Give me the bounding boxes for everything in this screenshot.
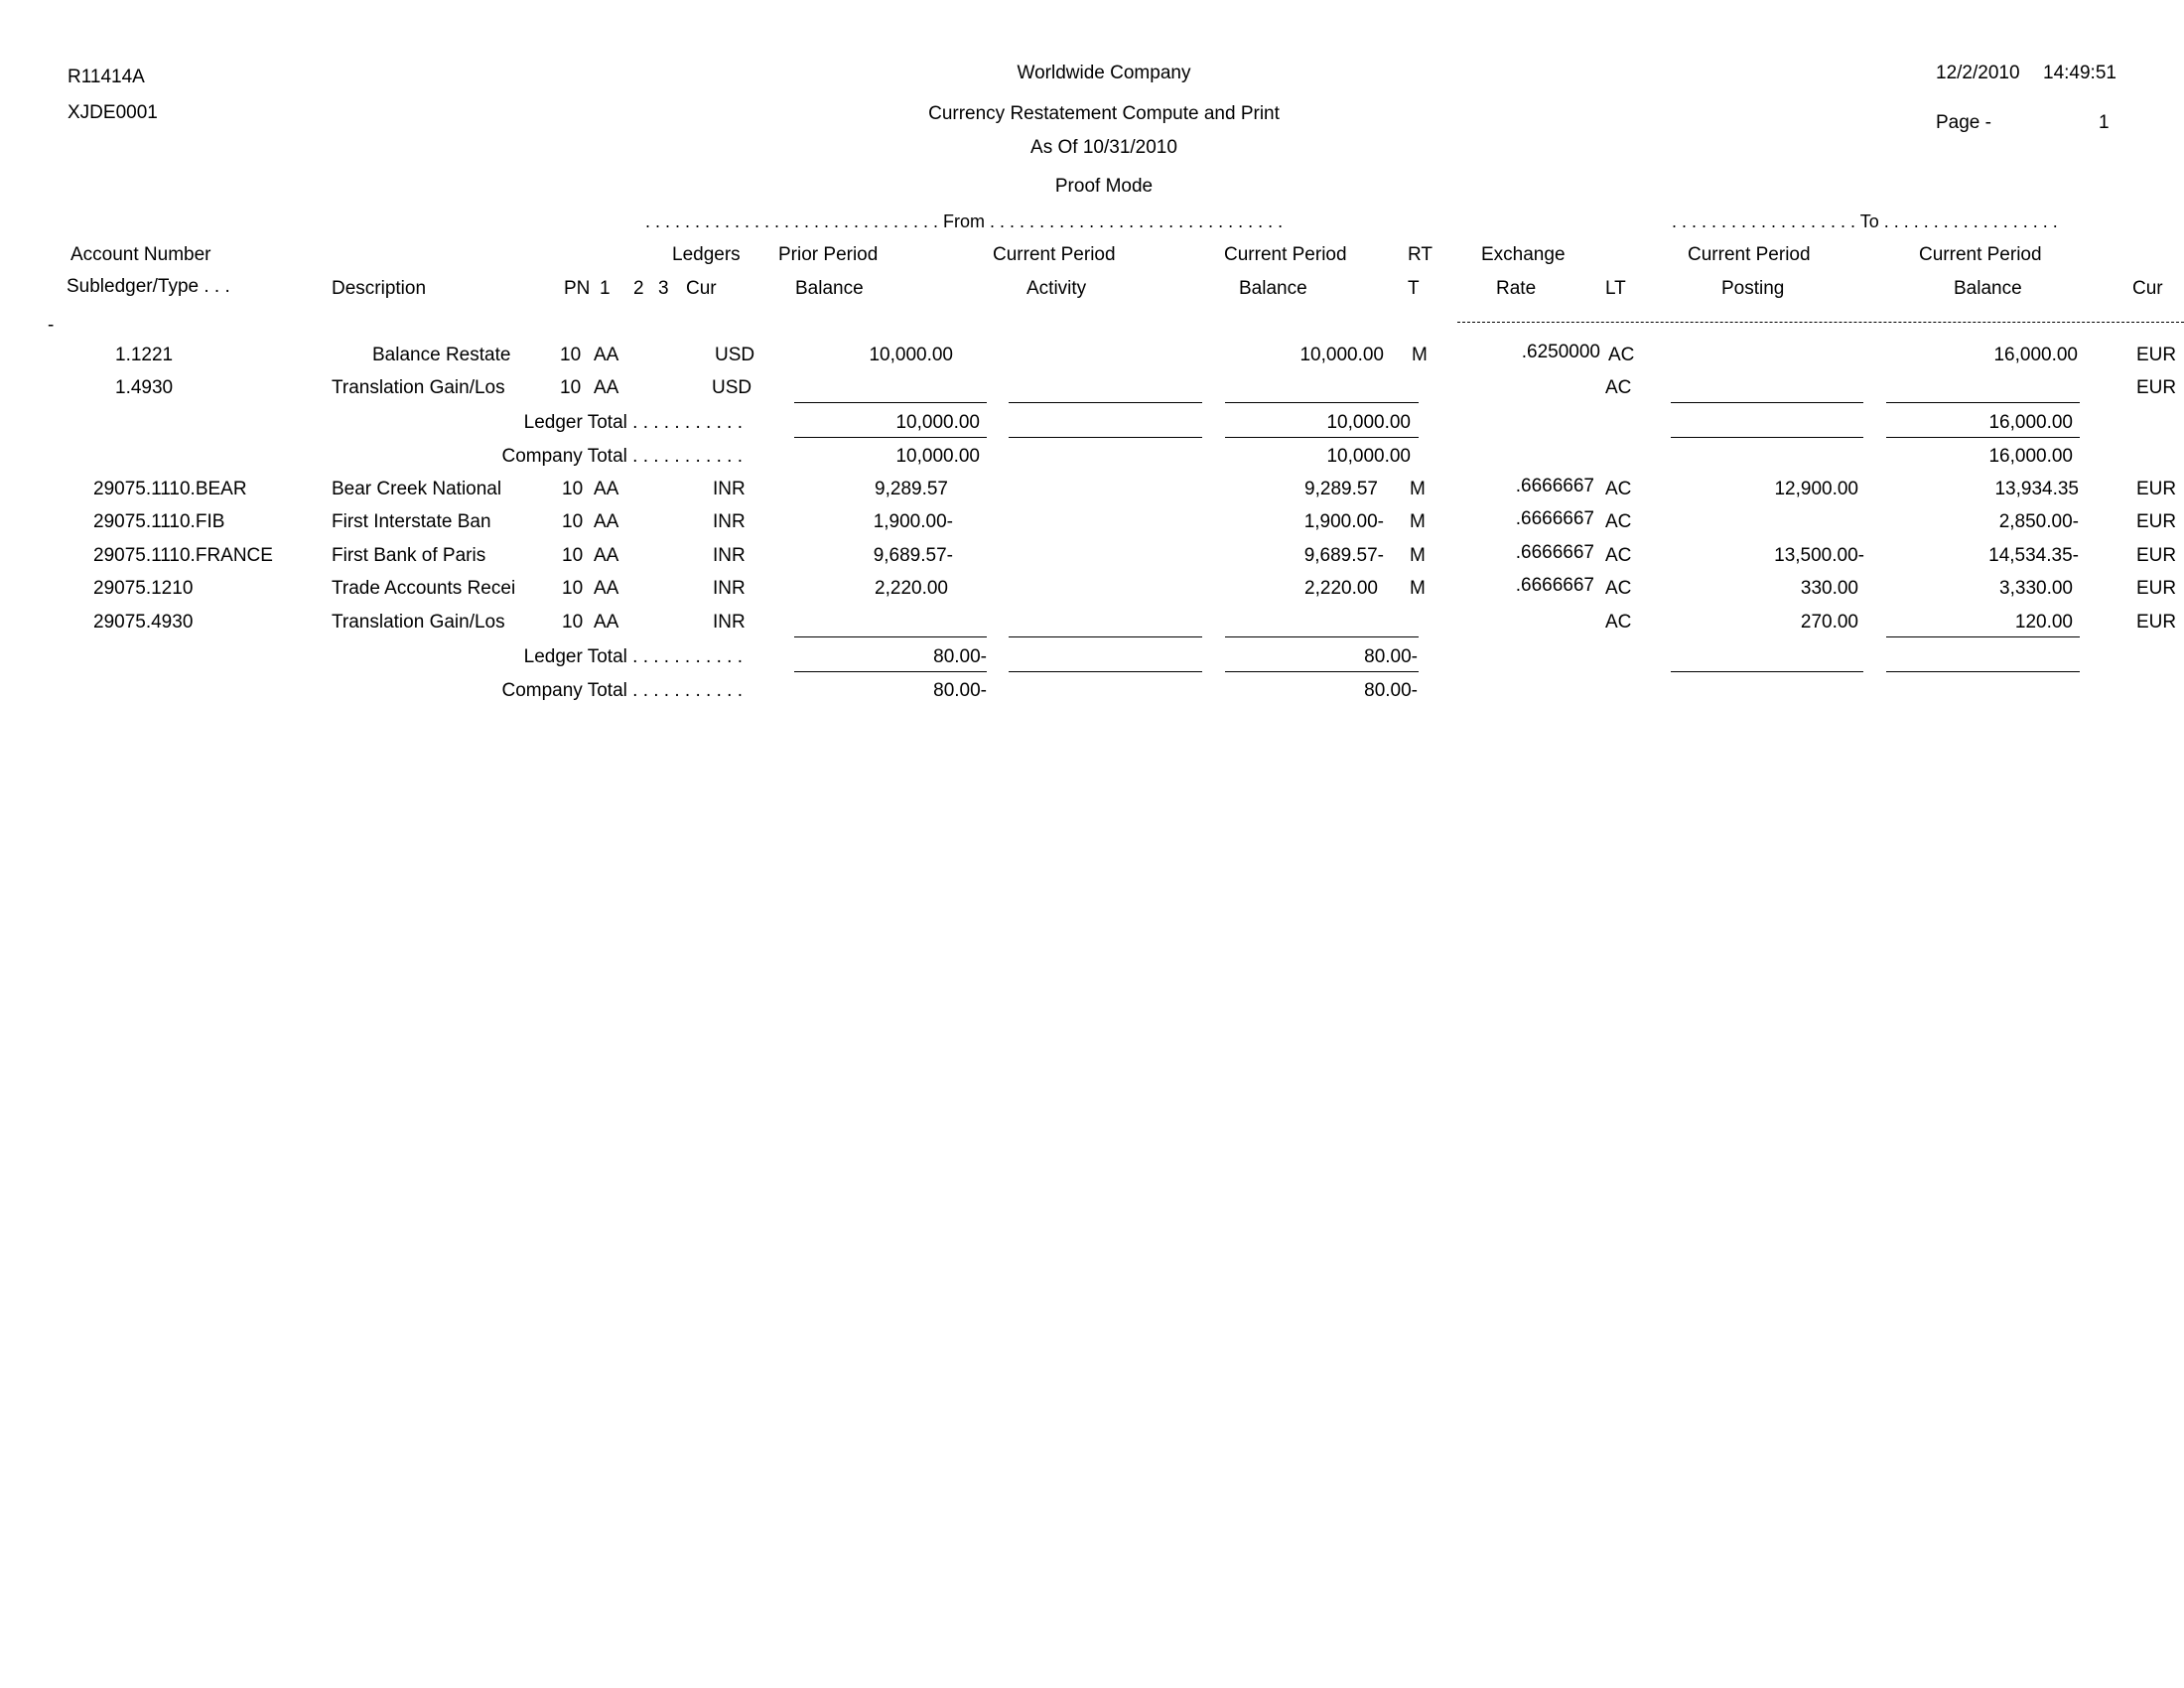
total-rule: [794, 437, 987, 438]
to-band: . . . . . . . . . . . . . . . . . . . To . . . . . . . . . . . . . . . . . .: [1672, 211, 2058, 231]
report-id: R11414A: [68, 67, 145, 87]
total-rule: [1671, 671, 1863, 672]
posting-amount: 12,900.00: [1774, 479, 1858, 499]
col-account-number: Account Number: [70, 244, 211, 265]
subtotal-rule: [794, 636, 987, 637]
account-description: Translation Gain/Los: [332, 377, 505, 398]
account-number: 1.1221: [115, 345, 174, 365]
exchange-rate: .6666667: [1515, 508, 1594, 529]
from-currency: USD: [715, 345, 755, 365]
col-current-period-balance: Current Period: [1224, 244, 1347, 265]
total-current-balance: 10,000.00: [1326, 446, 1411, 467]
col-to-current-period-posting: Current Period: [1688, 244, 1811, 265]
col-ledgers: Ledgers: [672, 244, 741, 265]
prior-balance: 2,220.00: [875, 578, 948, 599]
total-rule: [1225, 671, 1419, 672]
exchange-rate: .6250000: [1521, 342, 1600, 362]
ledger-type-to: AC: [1605, 511, 1632, 532]
pn-value: 10: [562, 511, 584, 532]
col-description: Description: [332, 278, 427, 299]
to-balance: 13,934.35: [1994, 479, 2079, 499]
col-current-period-activity: Current Period: [993, 244, 1116, 265]
subtotal-rule: [1225, 636, 1419, 637]
current-balance: 2,220.00: [1304, 578, 1378, 599]
ledger-type-to: AC: [1605, 377, 1632, 398]
from-currency: INR: [713, 479, 746, 499]
ledger-type-to: AC: [1605, 612, 1632, 633]
total-rule: [1886, 437, 2080, 438]
total-rule: [794, 671, 987, 672]
posting-amount: 13,500.00-: [1774, 545, 1864, 566]
from-currency: INR: [713, 545, 746, 566]
prior-balance: 9,689.57-: [873, 545, 953, 566]
account-number: 1.4930: [115, 377, 174, 398]
total-to-balance: 16,000.00: [1988, 412, 2073, 433]
total-prior-balance: 10,000.00: [895, 412, 980, 433]
account-description: First Interstate Ban: [332, 511, 491, 532]
dashed-rule: [1457, 322, 2184, 323]
account-number: 29075.4930: [93, 612, 194, 633]
account-number: 29075.1110.FIB: [93, 511, 225, 532]
ledger-type: AA: [594, 479, 619, 499]
page-label: Page -: [1936, 112, 1991, 133]
to-currency: EUR: [2136, 479, 2177, 499]
account-description: Balance Restate: [372, 345, 511, 365]
to-balance: 2,850.00-: [1998, 511, 2079, 532]
total-label: Company Total . . . . . . . . . . .: [501, 680, 743, 701]
to-balance: 120.00: [2014, 612, 2073, 633]
exchange-rate: .6666667: [1515, 476, 1594, 496]
pn-value: 10: [562, 545, 584, 566]
ledger-type-to: AC: [1605, 578, 1632, 599]
ledger-type-to: AC: [1608, 345, 1635, 365]
rate-type: M: [1410, 578, 1426, 599]
report-time: 14:49:51: [2043, 63, 2116, 83]
account-number: 29075.1110.FRANCE: [93, 545, 273, 566]
col-ledger-2: 2: [633, 278, 644, 299]
from-currency: INR: [713, 578, 746, 599]
to-balance: 3,330.00: [1999, 578, 2073, 599]
current-balance: 9,689.57-: [1303, 545, 1384, 566]
posting-amount: 270.00: [1800, 612, 1858, 633]
pn-value: 10: [562, 612, 584, 633]
col-rt: RT: [1408, 244, 1433, 265]
total-current-balance: 80.00-: [1364, 646, 1418, 667]
col-cur: Cur: [686, 278, 717, 299]
report-title: Currency Restatement Compute and Print: [928, 103, 1280, 124]
from-currency: INR: [713, 511, 746, 532]
exchange-rate: .6666667: [1515, 542, 1594, 563]
total-prior-balance: 10,000.00: [895, 446, 980, 467]
subtotal-rule: [1009, 636, 1202, 637]
col-ledger-3: 3: [658, 278, 669, 299]
ledger-type-to: AC: [1605, 479, 1632, 499]
ledger-type: AA: [594, 511, 619, 532]
exchange-rate: .6666667: [1515, 575, 1594, 596]
subtotal-rule: [1225, 402, 1419, 403]
ledger-type: AA: [594, 377, 619, 398]
col-to-balance: Balance: [1954, 278, 2022, 299]
account-description: Trade Accounts Recei: [332, 578, 516, 599]
current-balance: 1,900.00-: [1303, 511, 1384, 532]
account-number: 29075.1110.BEAR: [93, 479, 247, 499]
to-currency: EUR: [2136, 578, 2177, 599]
ledger-type: AA: [594, 612, 619, 633]
pn-value: 10: [560, 345, 582, 365]
subtotal-rule: [1671, 402, 1863, 403]
from-band: . . . . . . . . . . . . . . . . . . . . . . . . . . . . . . From . . . . . . . . . . . . . . . . . . . . . . . . . . . . . .: [645, 211, 1284, 231]
account-description: First Bank of Paris: [332, 545, 486, 566]
pn-value: 10: [560, 377, 582, 398]
total-to-balance: 16,000.00: [1988, 446, 2073, 467]
page-number: 1: [2099, 112, 2110, 133]
col-prior-balance: Balance: [795, 278, 864, 299]
current-balance: 10,000.00: [1299, 345, 1384, 365]
to-currency: EUR: [2136, 511, 2177, 532]
environment-id: XJDE0001: [68, 102, 158, 123]
current-balance: 9,289.57: [1304, 479, 1378, 499]
col-rate: Rate: [1496, 278, 1537, 299]
to-balance: 14,534.35-: [1988, 545, 2079, 566]
total-prior-balance: 80.00-: [933, 646, 987, 667]
total-current-balance: 80.00-: [1364, 680, 1418, 701]
subtotal-rule: [1009, 402, 1202, 403]
rate-type: M: [1410, 545, 1426, 566]
col-pn: PN: [564, 278, 591, 299]
pn-value: 10: [562, 578, 584, 599]
col-posting: Posting: [1721, 278, 1785, 299]
account-description: Bear Creek National: [332, 479, 502, 499]
as-of-date: As Of 10/31/2010: [1030, 137, 1177, 158]
to-balance: 16,000.00: [1993, 345, 2078, 365]
total-rule: [1225, 437, 1419, 438]
col-t: T: [1408, 278, 1420, 299]
to-currency: EUR: [2136, 612, 2177, 633]
ledger-type: AA: [594, 545, 619, 566]
total-label: Ledger Total . . . . . . . . . . .: [523, 646, 743, 667]
total-label: Company Total . . . . . . . . . . .: [501, 446, 743, 467]
pn-value: 10: [562, 479, 584, 499]
ledger-type: AA: [594, 345, 619, 365]
ledger-type: AA: [594, 578, 619, 599]
col-activity: Activity: [1026, 278, 1087, 299]
ledger-type-to: AC: [1605, 545, 1632, 566]
col-to-cur: Cur: [2132, 278, 2163, 299]
report-date: 12/2/2010: [1936, 63, 2020, 83]
col-prior-period: Prior Period: [778, 244, 879, 265]
subtotal-rule: [794, 402, 987, 403]
col-subledger-type: Subledger/Type . . .: [67, 276, 230, 297]
total-rule: [1009, 437, 1202, 438]
account-description: Translation Gain/Los: [332, 612, 505, 633]
subtotal-rule: [1886, 402, 2080, 403]
to-currency: EUR: [2136, 345, 2177, 365]
company-name: Worldwide Company: [1017, 63, 1191, 83]
prior-balance: 1,900.00-: [873, 511, 953, 532]
col-to-current-period-balance: Current Period: [1919, 244, 2042, 265]
col-exchange: Exchange: [1481, 244, 1566, 265]
prior-balance: 10,000.00: [869, 345, 953, 365]
total-rule: [1671, 437, 1863, 438]
subtotal-rule: [1886, 636, 2080, 637]
to-currency: EUR: [2136, 545, 2177, 566]
rate-type: M: [1410, 511, 1426, 532]
posting-amount: 330.00: [1800, 578, 1858, 599]
total-label: Ledger Total . . . . . . . . . . .: [523, 412, 743, 433]
total-current-balance: 10,000.00: [1326, 412, 1411, 433]
from-currency: USD: [712, 377, 752, 398]
report-mode: Proof Mode: [1054, 176, 1154, 197]
total-prior-balance: 80.00-: [933, 680, 987, 701]
col-lt: LT: [1605, 278, 1626, 299]
account-number: 29075.1210: [93, 578, 194, 599]
col-ledger-1: 1: [600, 278, 611, 299]
dash-mark: -: [48, 315, 55, 336]
rate-type: M: [1410, 479, 1426, 499]
total-rule: [1009, 671, 1202, 672]
from-currency: INR: [713, 612, 746, 633]
total-rule: [1886, 671, 2080, 672]
to-currency: EUR: [2136, 377, 2177, 398]
prior-balance: 9,289.57: [875, 479, 948, 499]
rate-type: M: [1412, 345, 1428, 365]
col-balance: Balance: [1239, 278, 1307, 299]
